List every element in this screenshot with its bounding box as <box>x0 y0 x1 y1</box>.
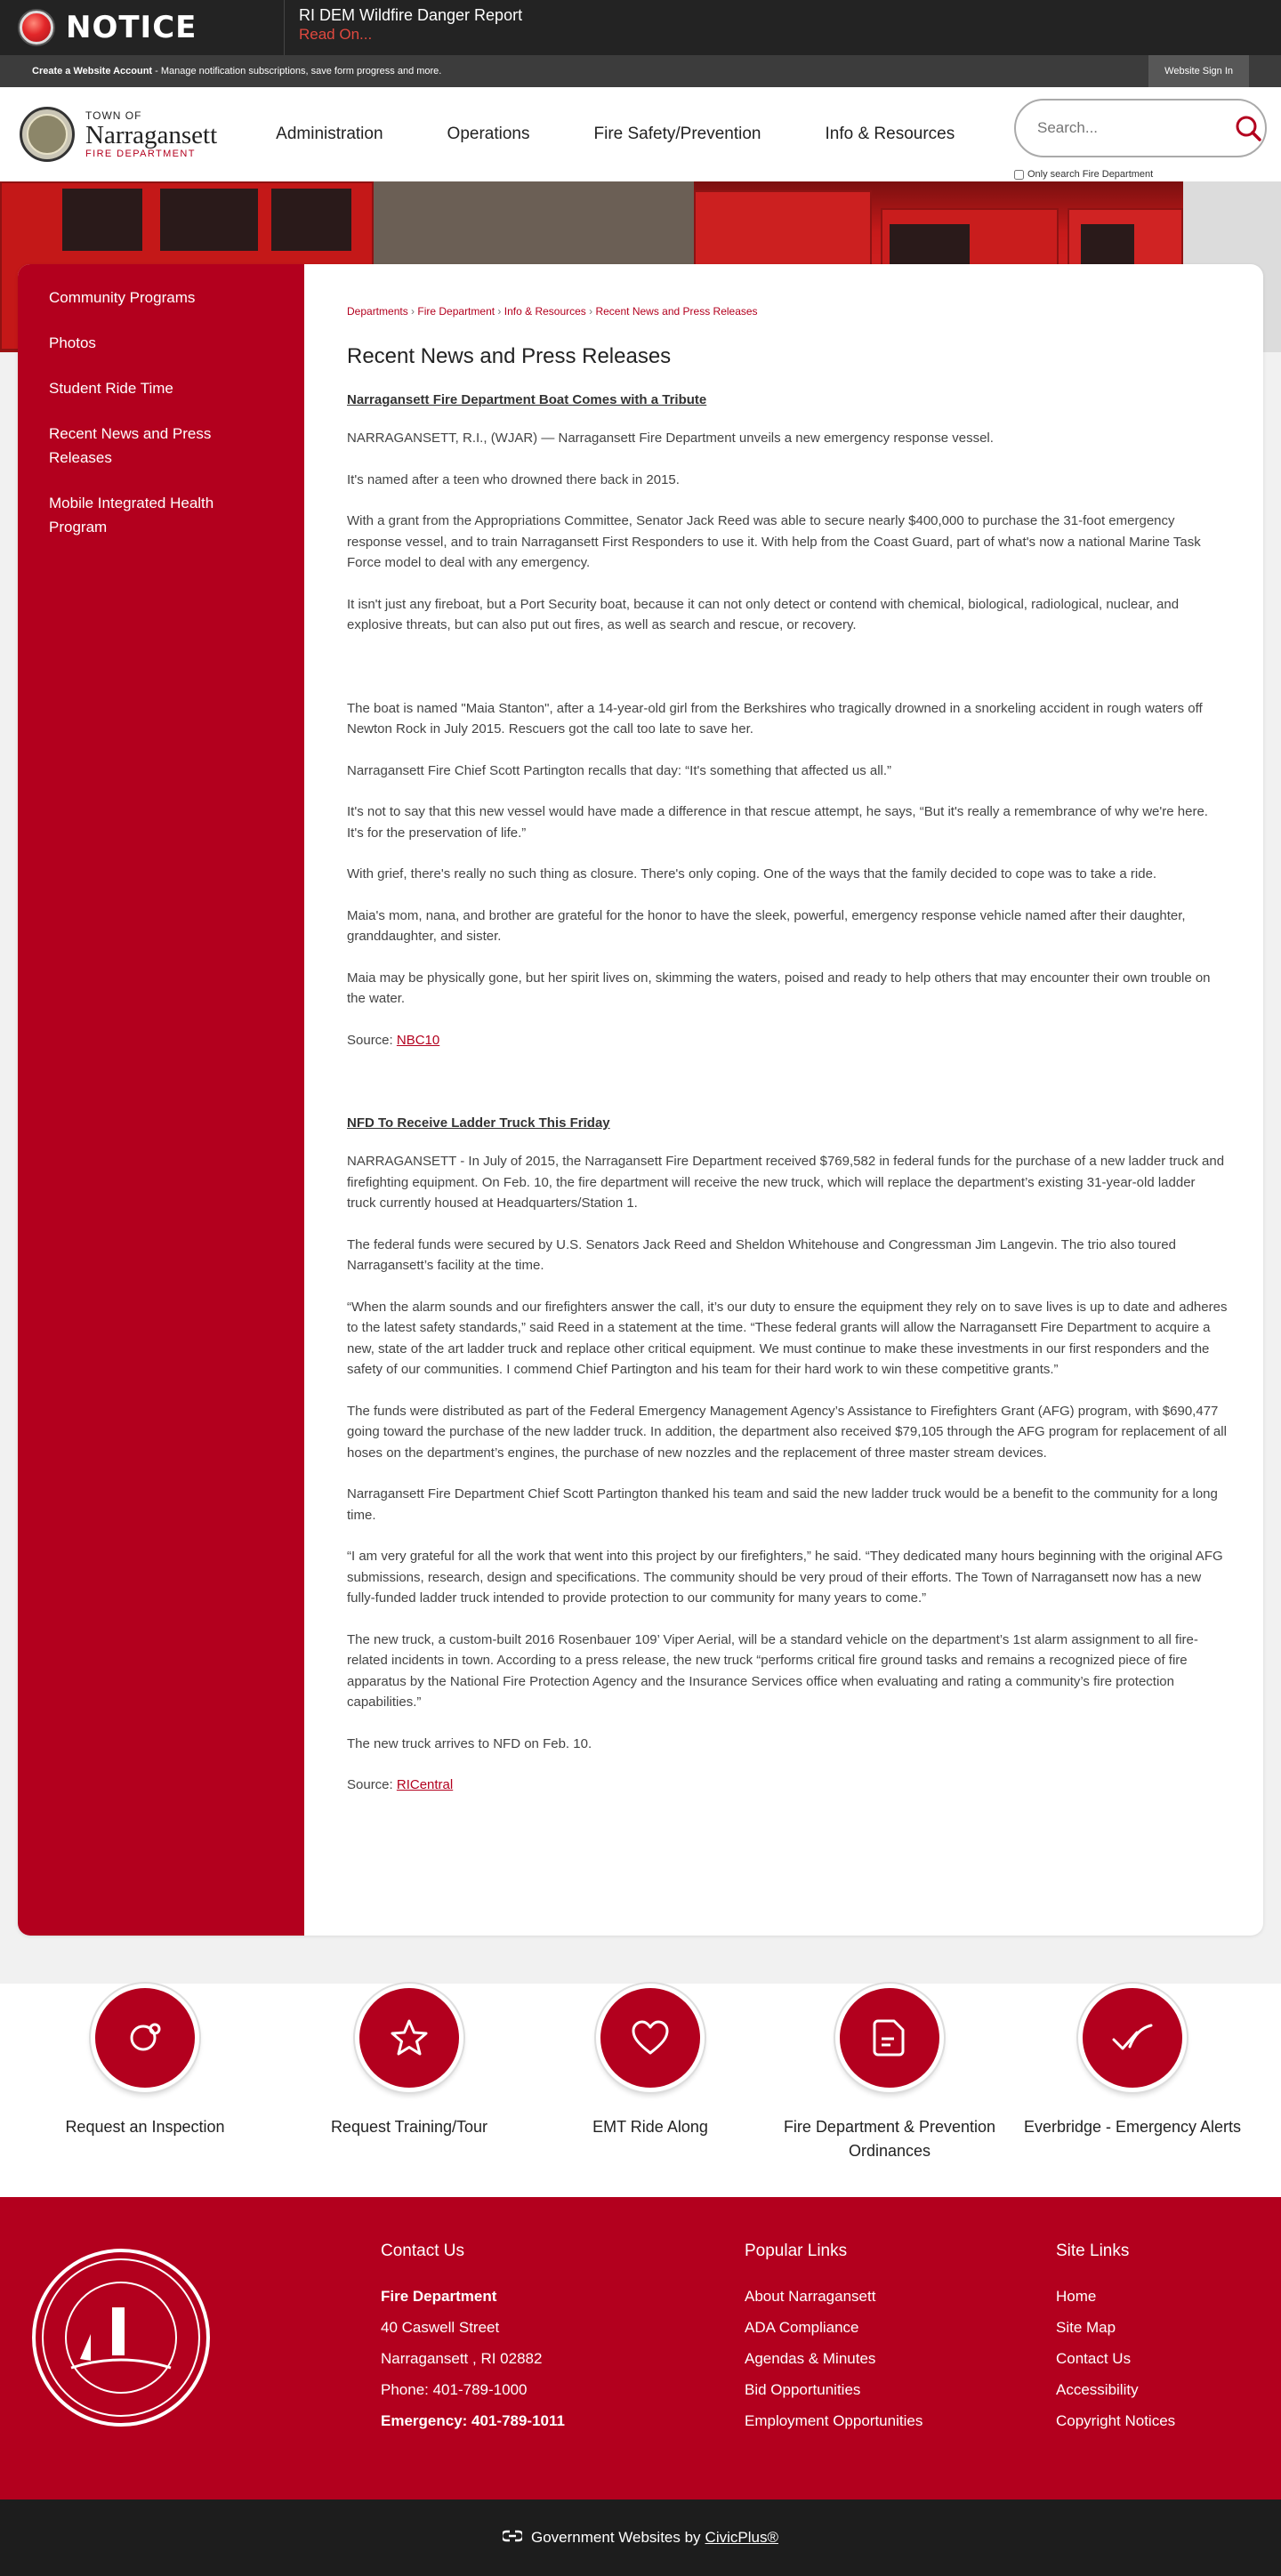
breadcrumb-recent-news[interactable]: Recent News and Press Releases <box>595 305 758 318</box>
notice-title: NOTICE <box>66 10 197 45</box>
heart-icon <box>596 1984 705 2092</box>
article-paragraph: The new truck, a custom-built 2016 Rosenbauer 109’ Viper Aerial, will be a standard vehicle on the department’s 1st alarm assignment to all fire-related incidents in town. According to a press release, the new truck “performs critical fire ground tasks and remains a recognized piece of fire apparatus by the National Fire Protection Agency and the Insurance Services office when evaluating and rating a community’s fire protection capabilities.” <box>347 1631 1198 1710</box>
nav-fire-safety-prevention[interactable]: Fire Safety/Prevention <box>593 125 761 143</box>
quick-links <box>0 1984 1281 2197</box>
article-paragraph: Narragansett Fire Department Chief Scott Partington thanked his team and said the new ladder truck would be a benefit to the community for a long time. <box>347 1486 1218 1523</box>
bottom-bar-text: Government Websites by <box>531 2529 701 2546</box>
article-paragraph: Narragansett Fire Chief Scott Partington recalls that day: “It's something that affected us all.” <box>347 762 892 778</box>
quick-link-label: EMT Ride Along <box>592 2118 708 2136</box>
sidebar-item-student-ride-time[interactable]: Student Ride Time <box>49 380 173 397</box>
site-logo[interactable] <box>85 109 217 159</box>
article-paragraph: It's named after a teen who drowned there back in 2015. <box>347 471 680 487</box>
footer-link-contact[interactable]: Contact Us <box>1056 2350 1132 2367</box>
quick-link-label: Request an Inspection <box>65 2118 225 2136</box>
article-boat-tribute <box>347 392 1228 1051</box>
logo-department: FIRE DEPARTMENT <box>85 149 196 159</box>
sidebar-item-photos[interactable]: Photos <box>49 334 96 351</box>
main-content-card <box>18 264 1263 1936</box>
alert-check-icon <box>1078 1984 1187 2092</box>
source-link-ricentral[interactable]: RICentral <box>396 1777 454 1792</box>
article-paragraph: The new truck arrives to NFD on Feb. 10. <box>347 1735 592 1751</box>
bottom-bar <box>0 2500 1281 2576</box>
search-input[interactable] <box>1037 119 1234 137</box>
logo-town-of: TOWN OF <box>85 109 142 122</box>
nav-administration[interactable]: Administration <box>276 125 383 143</box>
account-message <box>32 66 441 76</box>
only-search-label: Only search Fire Department <box>1027 169 1154 180</box>
logo-town-name: Narragansett <box>85 121 218 149</box>
article-paragraph: With a grant from the Appropriations Committee, Senator Jack Reed was able to secure nearly $400,000 to purchase the 31-foot emergency response vessel, and to train Narragansett First Responders to use it. With help from the Coast Guard, part of what's now a national Marine Task Force model to deal with any emergency. <box>347 513 1201 570</box>
quick-link-label: Fire Department & Prevention Ordinances <box>783 2118 996 2160</box>
alert-light-icon <box>20 11 53 44</box>
source-label: Source: <box>347 1032 397 1048</box>
document-icon <box>835 1984 944 2092</box>
create-account-link[interactable]: Create a Website Account <box>32 66 153 76</box>
only-search-option[interactable] <box>1014 169 1153 180</box>
notice-read-on-link[interactable]: Read On... <box>299 26 373 43</box>
only-search-checkbox[interactable] <box>1014 170 1024 180</box>
civicplus-icon <box>503 2529 522 2547</box>
footer-contact-heading: Contact Us <box>381 2242 464 2260</box>
article-paragraph: “I am very grateful for all the work that went into this project by our firefighters,” he said. “They dedicated many hours beginning with the original AFG submissions, research, design and specifications. The community should be very proud of their efforts. The Town of Narragansett now has a new fully-funded ladder truck intended to provide protection to our community for many years to come.” <box>347 1549 1223 1606</box>
article-paragraph: With grief, there's really no such thing as closure. There's only coping. One of the ways that the family decided to cope was to take a ride. <box>347 866 1157 881</box>
article-paragraph: It isn't just any fireboat, but a Port Security boat, because it can not only detect or contend with chemical, biological, radiological, nuclear, and explosive threats, but can also put out fires, as well as search and rescue, or recovery. <box>347 596 1180 632</box>
site-header <box>0 87 1281 181</box>
article-paragraph: NARRAGANSETT - In July of 2015, the Narragansett Fire Department received $769,582 in federal funds for the purchase of a new ladder truck and firefighting equipment. On Feb. 10, the fire department will receive the new truck, which will replace the department’s existing 31-year-old ladder truck currently housed at Headquarters/Station 1. <box>347 1154 1225 1211</box>
quick-link-label: Request Training/Tour <box>330 2118 488 2136</box>
article-ladder-truck <box>347 1115 1228 1796</box>
article-paragraph: “When the alarm sounds and our firefighters answer the call, it’s our duty to ensure the equipment they rely on to save lives is up to date and adheres to the latest safety standards,” said Reed in a statement at the time. “These federal grants will allow the Narragansett Fire Department to acquire a new, state of the art ladder truck and replace other critical equipment. We must continue to make these investments in our first responders and the safety of our communities. I commend Chief Partington and his team for their hard work to win these competitive grants.” <box>347 1299 1228 1377</box>
source-link-nbc10[interactable]: NBC10 <box>396 1032 440 1048</box>
article-paragraph: It's not to say that this new vessel would have made a difference in that rescue attempt, he says, “But it's really a remembrance of why we're here. It's for the preservation of life.” <box>347 804 1208 841</box>
article-paragraph: Maia may be physically gone, but her spirit lives on, skimming the waters, poised and ready to help others that may encounter their own trouble on the water. <box>347 970 1211 1006</box>
footer-site-links <box>1056 2242 1175 2436</box>
footer-contact-name: Fire Department <box>381 2288 497 2305</box>
civicplus-link[interactable]: CivicPlus® <box>705 2529 778 2546</box>
footer-link-agendas[interactable]: Agendas & Minutes <box>745 2350 876 2367</box>
notice-content <box>285 0 536 55</box>
footer-popular-heading: Popular Links <box>745 2242 848 2260</box>
main-nav <box>244 125 987 144</box>
footer-contact <box>381 2242 565 2436</box>
search-icon[interactable] <box>1234 106 1262 150</box>
footer-link-copyright[interactable]: Copyright Notices <box>1056 2412 1176 2429</box>
quick-link-request-inspection[interactable] <box>29 1984 261 2139</box>
sidebar-item-community-programs[interactable]: Community Programs <box>49 289 196 306</box>
inspection-icon <box>91 1984 199 2092</box>
footer-link-employment[interactable]: Employment Opportunities <box>745 2412 923 2429</box>
footer-link-about[interactable]: About Narragansett <box>745 2288 876 2305</box>
utility-bar <box>0 55 1281 87</box>
breadcrumb-departments[interactable]: Departments <box>347 305 408 318</box>
quick-link-ordinances[interactable] <box>774 1984 1005 2163</box>
star-icon <box>355 1984 463 2092</box>
article-source <box>347 1030 1228 1051</box>
footer-link-home[interactable]: Home <box>1056 2288 1097 2305</box>
footer-link-bids[interactable]: Bid Opportunities <box>745 2381 861 2398</box>
site-footer <box>0 2197 1281 2500</box>
breadcrumb: Departments › Fire Department › Info & Resources › Recent News and Press Releases <box>347 305 758 318</box>
notice-bar <box>0 0 1281 55</box>
source-label: Source: <box>347 1777 397 1792</box>
footer-link-accessibility[interactable]: Accessibility <box>1056 2381 1139 2398</box>
sidebar <box>18 264 304 1936</box>
article-paragraph: NARRAGANSETT, R.I., (WJAR) — Narragansett Fire Department unveils a new emergency response vessel. <box>347 431 994 446</box>
footer-site-heading: Site Links <box>1056 2242 1130 2260</box>
breadcrumb-info-resources[interactable]: Info & Resources <box>504 305 586 318</box>
footer-link-ada[interactable]: ADA Compliance <box>745 2319 859 2336</box>
article-paragraph: The boat is named "Maia Stanton", after a 14-year-old girl from the Berkshires who tragically drowned in a snorkeling accident in rough waters off Newton Rock in July 2015. Rescuers got the call too late to save her. <box>347 700 1203 737</box>
sidebar-item-mobile-integrated-health[interactable]: Mobile Integrated Health Program <box>49 495 214 535</box>
quick-link-request-training[interactable] <box>294 1984 525 2139</box>
nav-info-resources[interactable]: Info & Resources <box>825 125 955 143</box>
main-content <box>347 305 1228 1796</box>
town-seal-logo[interactable] <box>20 107 75 162</box>
quick-link-emt-ride-along[interactable] <box>535 1984 766 2139</box>
breadcrumb-fire-department[interactable]: Fire Department <box>417 305 495 318</box>
page-title: Recent News and Press Releases <box>347 344 672 368</box>
article-paragraph: The funds were distributed as part of the Federal Emergency Management Agency’s Assistance to Firefighters Grant (AFG) program, with $690,477 going toward the purchase of the new ladder truck. In addition, the department also received $79,105 through the AFG program for replacement of all hoses on the department’s engines, the purchase of new nozzles and the replacement of three master stream devices. <box>347 1403 1227 1461</box>
article-source <box>347 1775 1228 1796</box>
nav-operations[interactable]: Operations <box>447 125 530 143</box>
sign-in-button[interactable]: Website Sign In <box>1148 55 1249 87</box>
sidebar-item-recent-news[interactable]: Recent News and Press Releases <box>49 425 212 466</box>
footer-emergency: Emergency: 401-789-1011 <box>381 2412 565 2429</box>
quick-link-label: Everbridge - Emergency Alerts <box>1023 2118 1242 2136</box>
article-paragraph: The federal funds were secured by U.S. Senators Jack Reed and Sheldon Whitehouse and Congressman Jim Langevin. The trio also toured Narragansett’s facility at the time. <box>347 1236 1176 1273</box>
footer-link-site-map[interactable]: Site Map <box>1056 2319 1116 2336</box>
notice-label <box>0 0 285 55</box>
footer-address-line2: Narragansett , RI 02882 <box>381 2350 543 2367</box>
article-title[interactable]: NFD To Receive Ladder Truck This Friday <box>347 1115 610 1131</box>
footer-phone: Phone: 401-789-1000 <box>381 2381 528 2398</box>
footer-popular-links <box>745 2242 922 2436</box>
article-paragraph: Maia's mom, nana, and brother are grateful for the honor to have the sleek, powerful, emergency response vehicle named after their daughter, granddaughter, and sister. <box>347 907 1186 944</box>
town-seal-footer-logo <box>32 2249 210 2427</box>
search-box <box>1014 99 1267 157</box>
footer-address-line1: 40 Caswell Street <box>381 2319 500 2336</box>
account-description: - Manage notification subscriptions, save form progress and more. <box>152 66 442 76</box>
notice-headline: RI DEM Wildfire Danger Report <box>299 6 523 24</box>
article-title[interactable]: Narragansett Fire Department Boat Comes with a Tribute <box>347 392 707 407</box>
quick-link-everbridge-alerts[interactable] <box>1017 1984 1248 2139</box>
